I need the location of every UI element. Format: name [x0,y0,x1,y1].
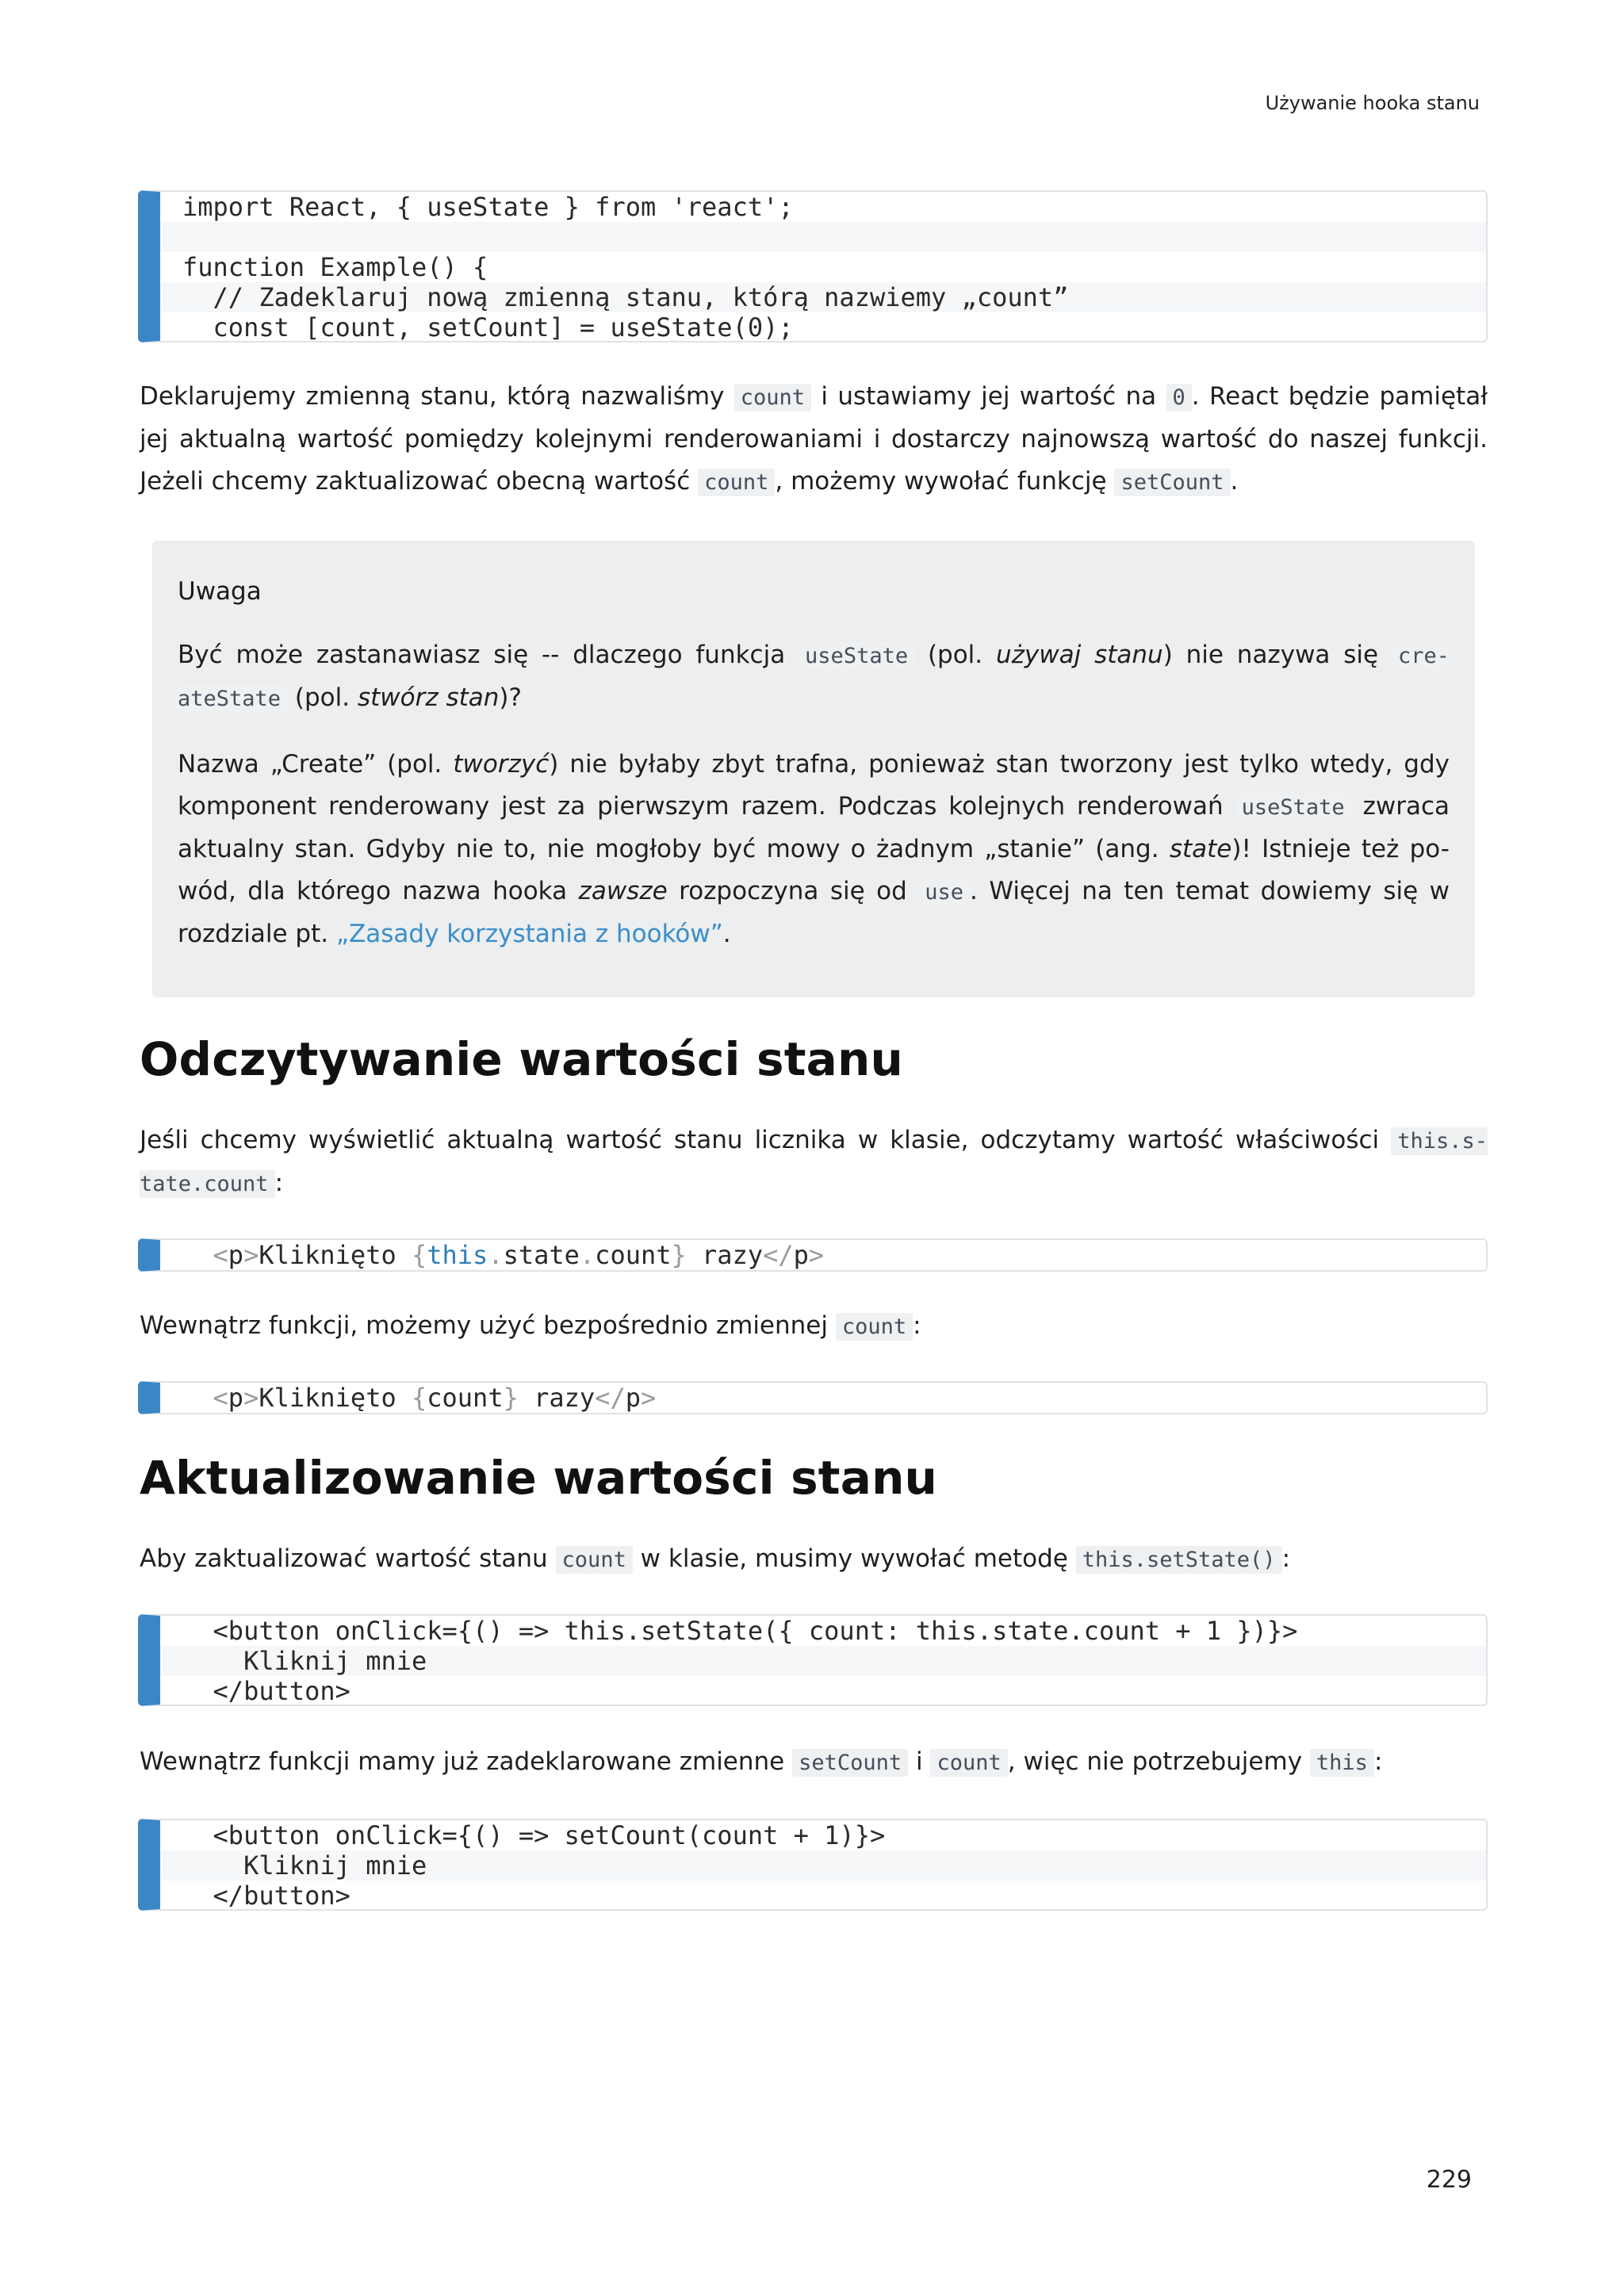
inline-code: count [698,469,775,496]
inline-code: count [930,1749,1007,1777]
code-block-use-state [138,190,1488,342]
inline-code: this.s-tate.count [140,1129,1488,1196]
inline-code: this [1310,1749,1374,1777]
inline-code: setCount [1114,469,1230,496]
code-block-function-read [138,1381,1488,1414]
note-paragraph: Być może zastanawiasz się -- dlaczego funkcja useState (pol. używaj stanu) nie nazywa się cre-ateState (pol. stwórz stan)? [178,641,1450,712]
paragraph-reading-function: Wewnątrz funkcji, możemy użyć bezpośrednio zmiennej count : [140,1311,921,1340]
code-content: <button onClick={() => this.setState({ count: this.state.count + 1 })}> Kliknij mnie </button> [160,1616,1486,1706]
code-line: function Example() { [182,252,488,282]
note-title: Uwaga [178,577,262,606]
paragraph-reading-class: Jeśli chcemy wyświetlić aktualną wartość stanu licznika w klasie, odczytamy wartość właściwości this.s-tate.count : [140,1126,1488,1197]
inline-code: count [734,384,811,411]
code-line: const [count, setCount] = useState(0); [182,312,794,342]
paragraph-state-explanation: Deklarujemy zmienną stanu, którą nazwaliśmy count i ustawiamy jej wartość na 0 . React będzie pamiętał jej aktualną wartość pomiędzy kolejnymi renderowaniami i dostarczy najnowszą wartość do naszej funkcji. Jeżeli chcemy zaktualizować obecną wartość count , możemy wywołać funkcję setCount . [140,382,1488,496]
inline-code: useState [799,642,914,670]
inline-code: setCount [792,1749,908,1777]
code-content [160,192,1486,342]
inline-code: useState [1235,794,1351,821]
running-header: Używanie hooka stanu [1265,92,1480,114]
section-heading-reading-state: Odczytywanie wartości stanu [140,1032,903,1086]
page-number: 229 [1426,2166,1472,2194]
inline-code: cre-ateState [178,644,1450,711]
paragraph-updating-class: Aby zaktualizować wartość stanu count w klasie, musimy wywołać metodę this.setState() : [140,1544,1291,1573]
code-content: <p>Kliknięto {this.state.count} razy</p> [160,1240,1486,1270]
inline-code: count [836,1313,913,1341]
code-block-function-update [138,1819,1488,1911]
note-paragraph: Nazwa „Create” (pol. tworzyć) nie byłaby zbyt trafna, ponieważ stan tworzony jest tylko wtedy, gdy komponent renderowany jest za pierwszym razem. Podczas kolejnych renderowań useState zwraca aktualny stan. Gdyby nie to, nie mogłoby być mowy o żadnym „stanie” (ang. state)! Istnieje też po-wód, dla którego nazwa hooka zawsze rozpoczyna się od use . Więcej na ten temat dowiemy się w rozdziale pt. „Zasady korzystania z hooków”. [178,750,1450,948]
inline-code: count [556,1546,633,1574]
section-heading-updating-state: Aktualizowanie wartości stanu [140,1451,938,1505]
code-line: // Zadeklaruj nową zmienną stanu, którą nazwiemy „count” [182,282,1069,312]
code-block-class-read [138,1238,1488,1272]
code-content: <p>Kliknięto {count} razy</p> [160,1383,1486,1413]
note-box [152,541,1475,997]
code-block-class-update [138,1614,1488,1706]
inline-code: this.setState() [1076,1546,1282,1574]
code-line: import React, { useState } from 'react'; [182,192,794,222]
inline-code: use [918,878,970,906]
paragraph-updating-function: Wewnątrz funkcji mamy już zadeklarowane zmienne setCount i count , więc nie potrzebujemy this : [140,1747,1383,1776]
code-line [182,222,1486,252]
rules-of-hooks-link[interactable]: „Zasady korzystania z hooków” [335,920,723,948]
code-content: <button onClick={() => setCount(count + 1)}> Kliknij mnie </button> [160,1820,1486,1911]
inline-code: 0 [1166,384,1192,411]
